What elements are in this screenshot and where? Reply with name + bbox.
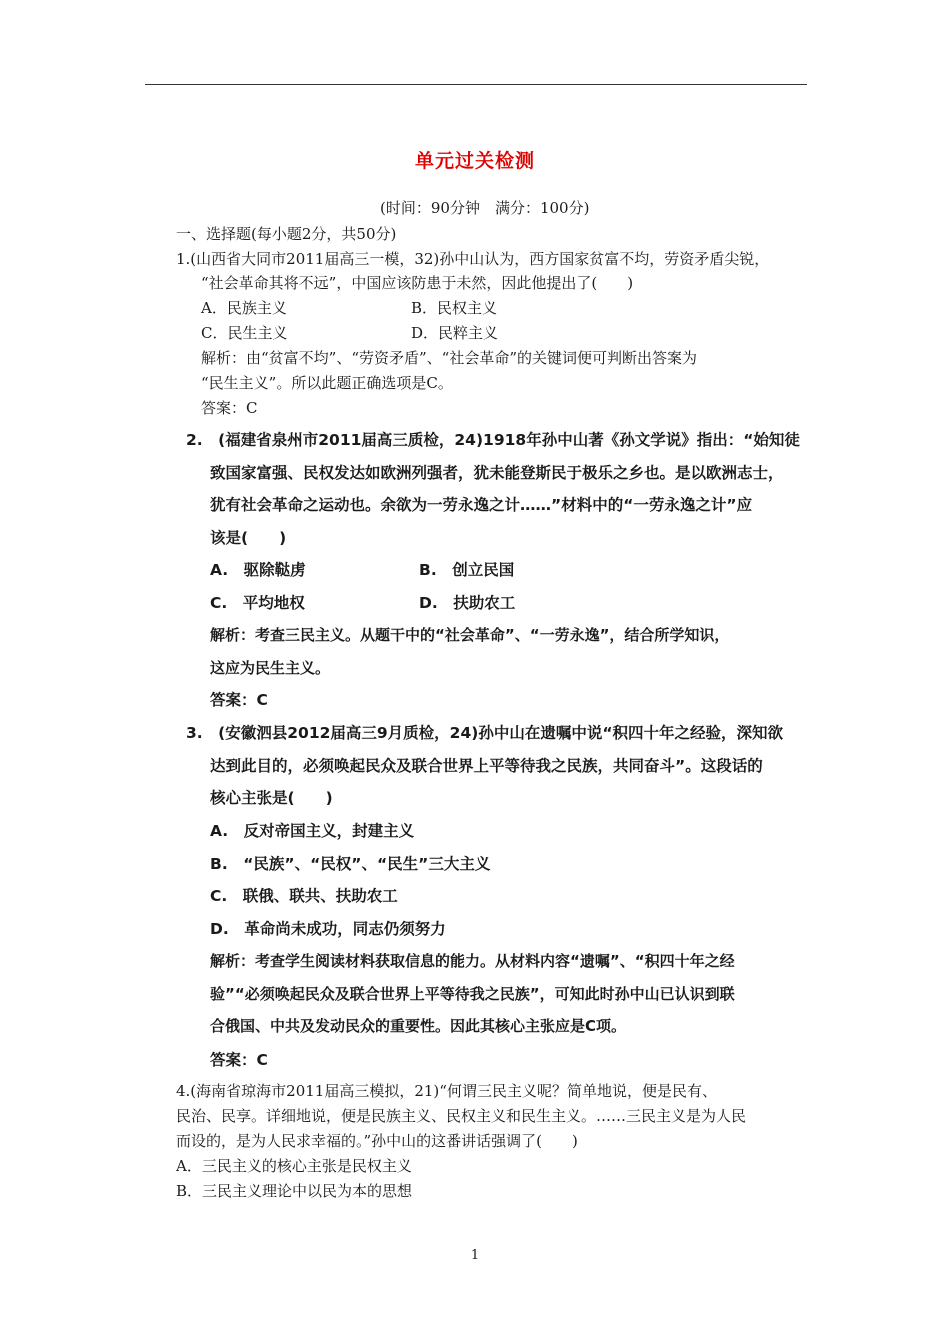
option-d: D．民粹主义 [411,324,499,342]
question-stem: 3. (安徽泗县2012届高三9月质检，24)孙中山在遗嘱中说“积四十年之经验，深知欲 [186,724,784,742]
question-stem: 核心主张是( ) [210,789,333,807]
question-stem: “社会革命其将不远”，中国应该防患于未然，因此他提出了( ) [201,274,634,292]
option-b: B. “民族”、“民权”、“民生”三大主义 [210,855,491,873]
answer: 答案：C [210,691,268,709]
option-a: A．民族主义 [201,299,287,317]
option-d: D. 扶助农工 [419,594,516,612]
question-stem: 而设的，是为人民求幸福的。”孙中山的这番讲话强调了( ) [176,1132,578,1150]
page-title: 单元过关检测 [414,150,535,172]
question-stem: 犹有社会革命之运动也。余欲为一劳永逸之计……”材料中的“一劳永逸之计”应 [210,496,753,514]
analysis: 合俄国、中共及发动民众的重要性。因此其核心主张应是C项。 [210,1017,627,1035]
analysis: 解析：由“贫富不均”、“劳资矛盾”、“社会革命”的关键词便可判断出答案为 [201,349,698,367]
analysis: 解析：考查学生阅读材料获取信息的能力。从材料内容“遗嘱”、“积四十年之经 [210,952,735,970]
exam-time-info: (时间：90分钟 满分：100分) [380,199,590,217]
analysis: 验”“必须唤起民众及联合世界上平等待我之民族”，可知此时孙中山已认识到联 [210,985,735,1003]
answer: 答案：C [201,399,258,417]
option-a: A．三民主义的核心主张是民权主义 [176,1157,412,1175]
analysis: “民生主义”。所以此题正确选项是C。 [201,374,453,392]
option-c: C. 联俄、联共、扶助农工 [210,887,398,905]
option-d: D. 革命尚未成功，同志仍须努力 [210,920,446,938]
question-stem: 1.(山西省大同市2011届高三一模，32)孙中山认为，西方国家贫富不均，劳资矛盾尖锐， [176,250,770,268]
option-c: C. 平均地权 [210,594,305,612]
option-a: A. 反对帝国主义，封建主义 [210,822,415,840]
option-c: C．民生主义 [201,324,288,342]
page-number: 1 [470,1248,480,1263]
question-stem: 4.(海南省琼海市2011届高三模拟，21)“何谓三民主义呢？简单地说，便是民有、 [176,1082,717,1100]
question-stem: 民治、民享。详细地说，便是民族主义、民权主义和民生主义。……三民主义是为人民 [176,1107,747,1125]
option-b: B．民权主义 [411,299,498,317]
answer: 答案：C [210,1051,268,1069]
section-heading: 一、选择题(每小题2分，共50分) [176,225,397,243]
analysis: 解析：考查三民主义。从题干中的“社会革命”、“一劳永逸”，结合所学知识， [210,626,730,644]
question-stem: 2. (福建省泉州市2011届高三质检，24)1918年孙中山著《孙文学说》指出：“始知徒 [186,431,800,449]
analysis: 这应为民生主义。 [210,659,331,677]
option-b: B．三民主义理论中以民为本的思想 [176,1182,413,1200]
header-rule [145,84,807,85]
option-a: A. 驱除鞑虏 [210,561,306,579]
question-stem: 该是( ) [210,529,287,547]
option-b: B. 创立民国 [419,561,515,579]
question-stem: 致国家富强、民权发达如欧洲列强者，犹未能登斯民于极乐之乡也。是以欧洲志士， [210,464,784,482]
question-stem: 达到此目的，必须唤起民众及联合世界上平等待我之民族，共同奋斗”。这段话的 [210,757,763,775]
